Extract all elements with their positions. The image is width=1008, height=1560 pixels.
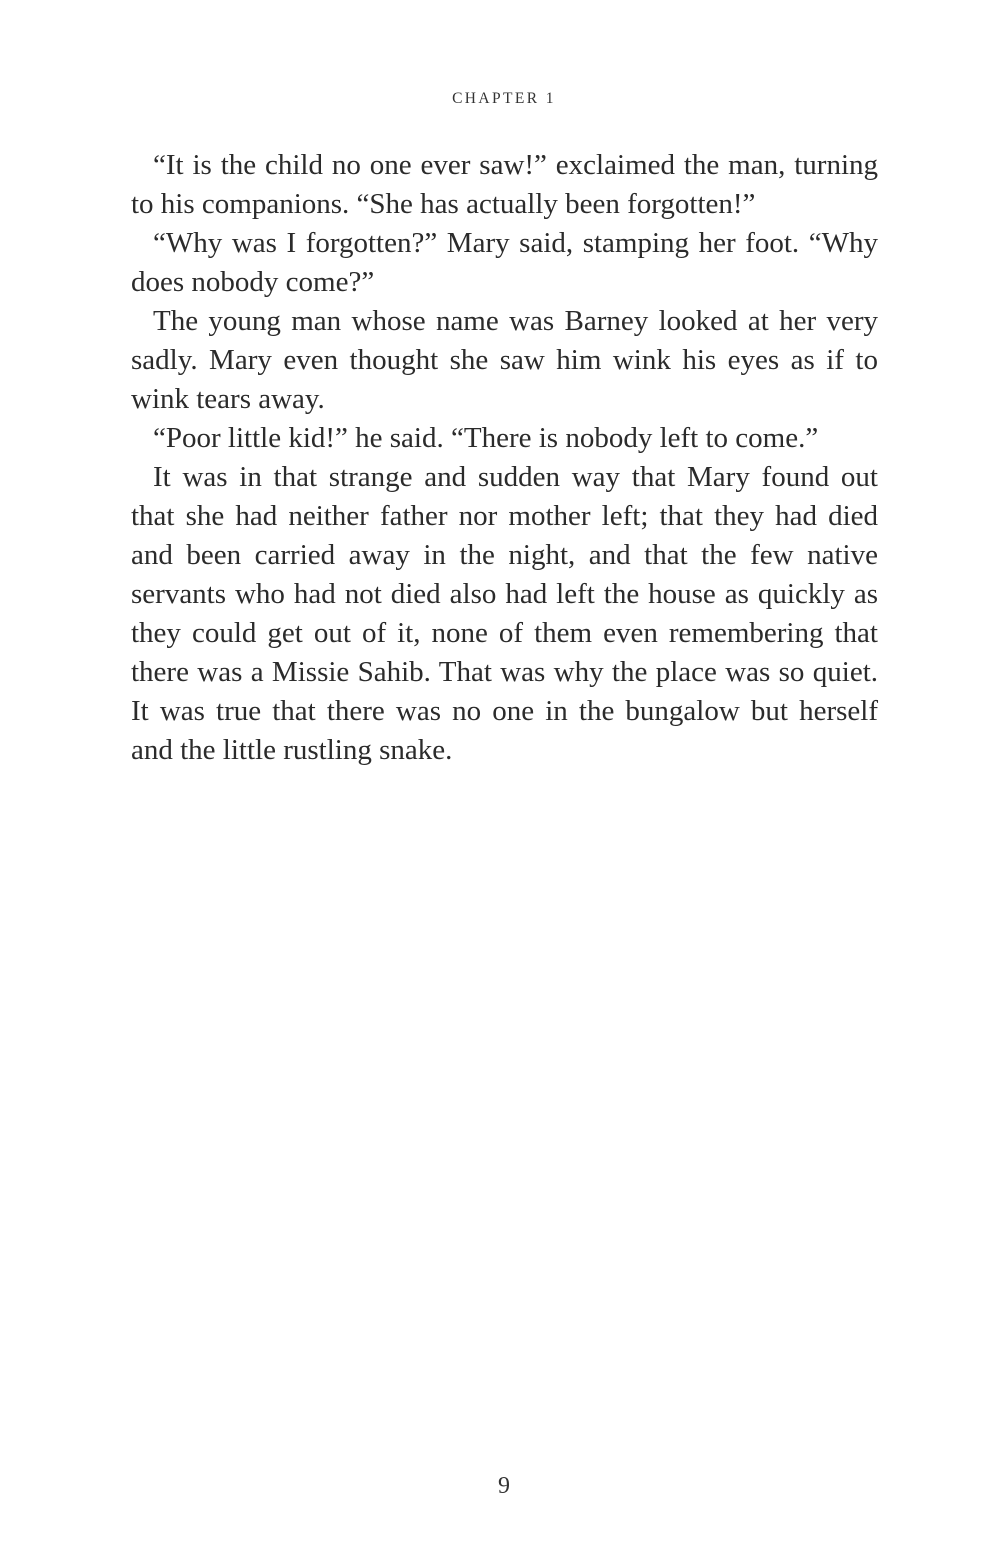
paragraph-3: The young man whose name was Barney looked at her very sadly. Mary even thought she saw him wink his eyes as if to wink tears away. — [131, 305, 878, 415]
running-head: CHAPTER 1 — [452, 90, 556, 107]
page-number: 9 — [498, 1473, 510, 1499]
paragraph-4: “Poor little kid!” he said. “There is nobody left to come.” — [153, 422, 819, 454]
body-text — [131, 146, 878, 770]
paragraph-1: “It is the child no one ever saw!” exclaimed the man, turning to his companions. “She has actually been forgotten!” — [131, 149, 878, 220]
paragraph-2: “Why was I forgotten?” Mary said, stamping her foot. “Why does nobody come?” — [131, 227, 878, 298]
paragraph-5: It was in that strange and sudden way that Mary found out that she had neither father nor mother left; that they had died and been carried away in the night, and that the few native servants who had not died also had left the house as quickly as they could get out of it, none of them even remembering that there was a Missie Sahib. That was why the place was so quiet. It was true that there was no one in the bungalow but herself and the little rustling snake. — [131, 461, 878, 766]
